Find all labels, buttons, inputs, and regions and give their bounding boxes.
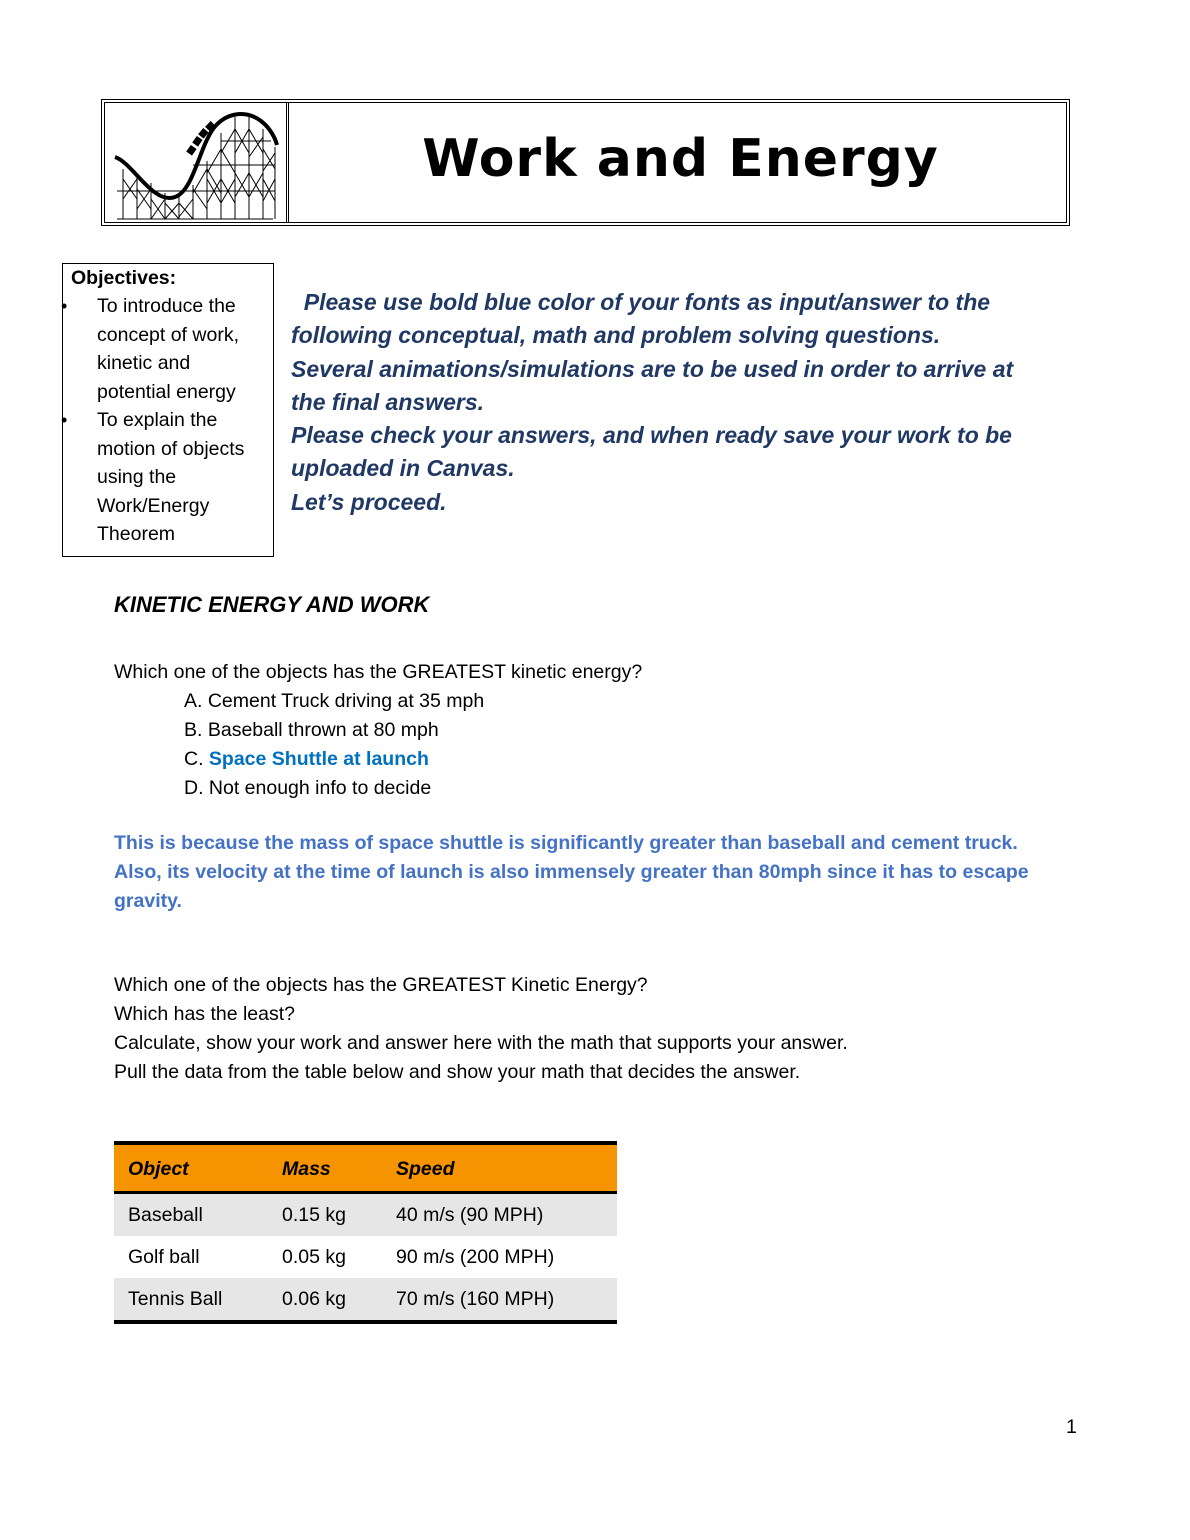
question-2-line: Which has the least?: [114, 1003, 296, 1025]
explanation-line: Also, its velocity at the time of launch is also immensely greater than 80mph since it has to escape: [114, 861, 1029, 883]
column-header-object: Object: [114, 1143, 268, 1193]
table-cell: Golf ball: [128, 1245, 200, 1268]
question-1: [114, 658, 642, 803]
instructions-text: [291, 286, 1081, 519]
objective-line: using the: [97, 466, 177, 488]
instruction-line: uploaded in Canvas.: [291, 455, 515, 482]
option-c: [114, 745, 642, 774]
objective-line: potential energy: [97, 380, 236, 403]
objectives-list: [63, 292, 244, 549]
objective-line: concept of work,: [97, 323, 239, 346]
objectives-heading: Objectives:: [71, 267, 177, 289]
table-cell: Tennis Ball: [114, 1278, 268, 1322]
objective-line: • To explain the: [97, 409, 218, 431]
table-cell: 40 m/s (90 MPH): [382, 1193, 617, 1237]
instruction-line: Let’s proceed.: [291, 488, 447, 515]
table-cell: Baseball: [114, 1193, 268, 1237]
table-row: [114, 1193, 617, 1237]
instruction-line: Several animations/simulations are to be used in order to arrive at: [291, 355, 1014, 382]
table-cell: 0.06 kg: [268, 1278, 382, 1322]
table-row: [114, 1278, 617, 1322]
answer-explanation: [114, 829, 1084, 916]
explanation-line: gravity.: [114, 890, 182, 912]
instruction-line: Please use bold blue color of your fonts as input/answer to the: [291, 289, 991, 315]
instruction-line: following conceptual, math and problem solving questions.: [291, 322, 941, 349]
logo-cell: [105, 103, 289, 222]
objective-line: kinetic and: [97, 352, 191, 374]
roller-coaster-icon: [113, 109, 279, 221]
objective-line: Theorem: [97, 523, 176, 545]
question-2-line: Calculate, show your work and answer here with the math that supports your answer.: [114, 1032, 848, 1054]
data-table: [114, 1141, 617, 1324]
question-2-line: Which one of the objects has the GREATEST Kinetic Energy?: [114, 974, 648, 996]
table-cell: 0.15 kg: [268, 1193, 382, 1237]
option-b: B. Baseball thrown at 80 mph: [184, 719, 439, 741]
objective-line: motion of objects: [97, 437, 245, 460]
objective-line: Work/Energy: [97, 494, 210, 517]
question-2: [114, 971, 848, 1087]
explanation-line: This is because the mass of space shuttle is significantly greater than baseball and cement truck.: [114, 832, 1018, 854]
table-header-row: [114, 1143, 617, 1193]
table-row: [114, 1236, 617, 1278]
page-title: Work and Energy: [422, 129, 939, 189]
option-d: D. Not enough info to decide: [184, 777, 432, 799]
table-cell: 70 m/s (160 MPH): [382, 1278, 617, 1322]
option-c-letter: C.: [184, 748, 209, 770]
column-header-speed: Speed: [382, 1143, 617, 1193]
selected-answer: Space Shuttle at launch: [208, 748, 429, 770]
page-number: 1: [1066, 1416, 1077, 1438]
section-title: KINETIC ENERGY AND WORK: [114, 592, 430, 617]
instruction-line: the final answers.: [291, 388, 485, 415]
objectives-box: [62, 263, 274, 557]
table-cell: 90 m/s (200 MPH): [396, 1245, 555, 1268]
table-cell: 0.05 kg: [282, 1245, 346, 1268]
question-1-prompt: Which one of the objects has the GREATEST kinetic energy?: [114, 661, 643, 683]
objective-line: • To introduce the: [97, 295, 236, 317]
instruction-line: Please check your answers, and when ready save your work to be: [291, 422, 1012, 449]
objective-item: [97, 292, 244, 406]
column-header-mass: Mass: [268, 1143, 382, 1193]
header-inner: [104, 102, 1067, 223]
header-box: [101, 99, 1070, 226]
objective-item: [97, 406, 244, 549]
question-2-line: Pull the data from the table below and show your math that decides the answer.: [114, 1061, 801, 1083]
option-a: A. Cement Truck driving at 35 mph: [184, 690, 485, 712]
